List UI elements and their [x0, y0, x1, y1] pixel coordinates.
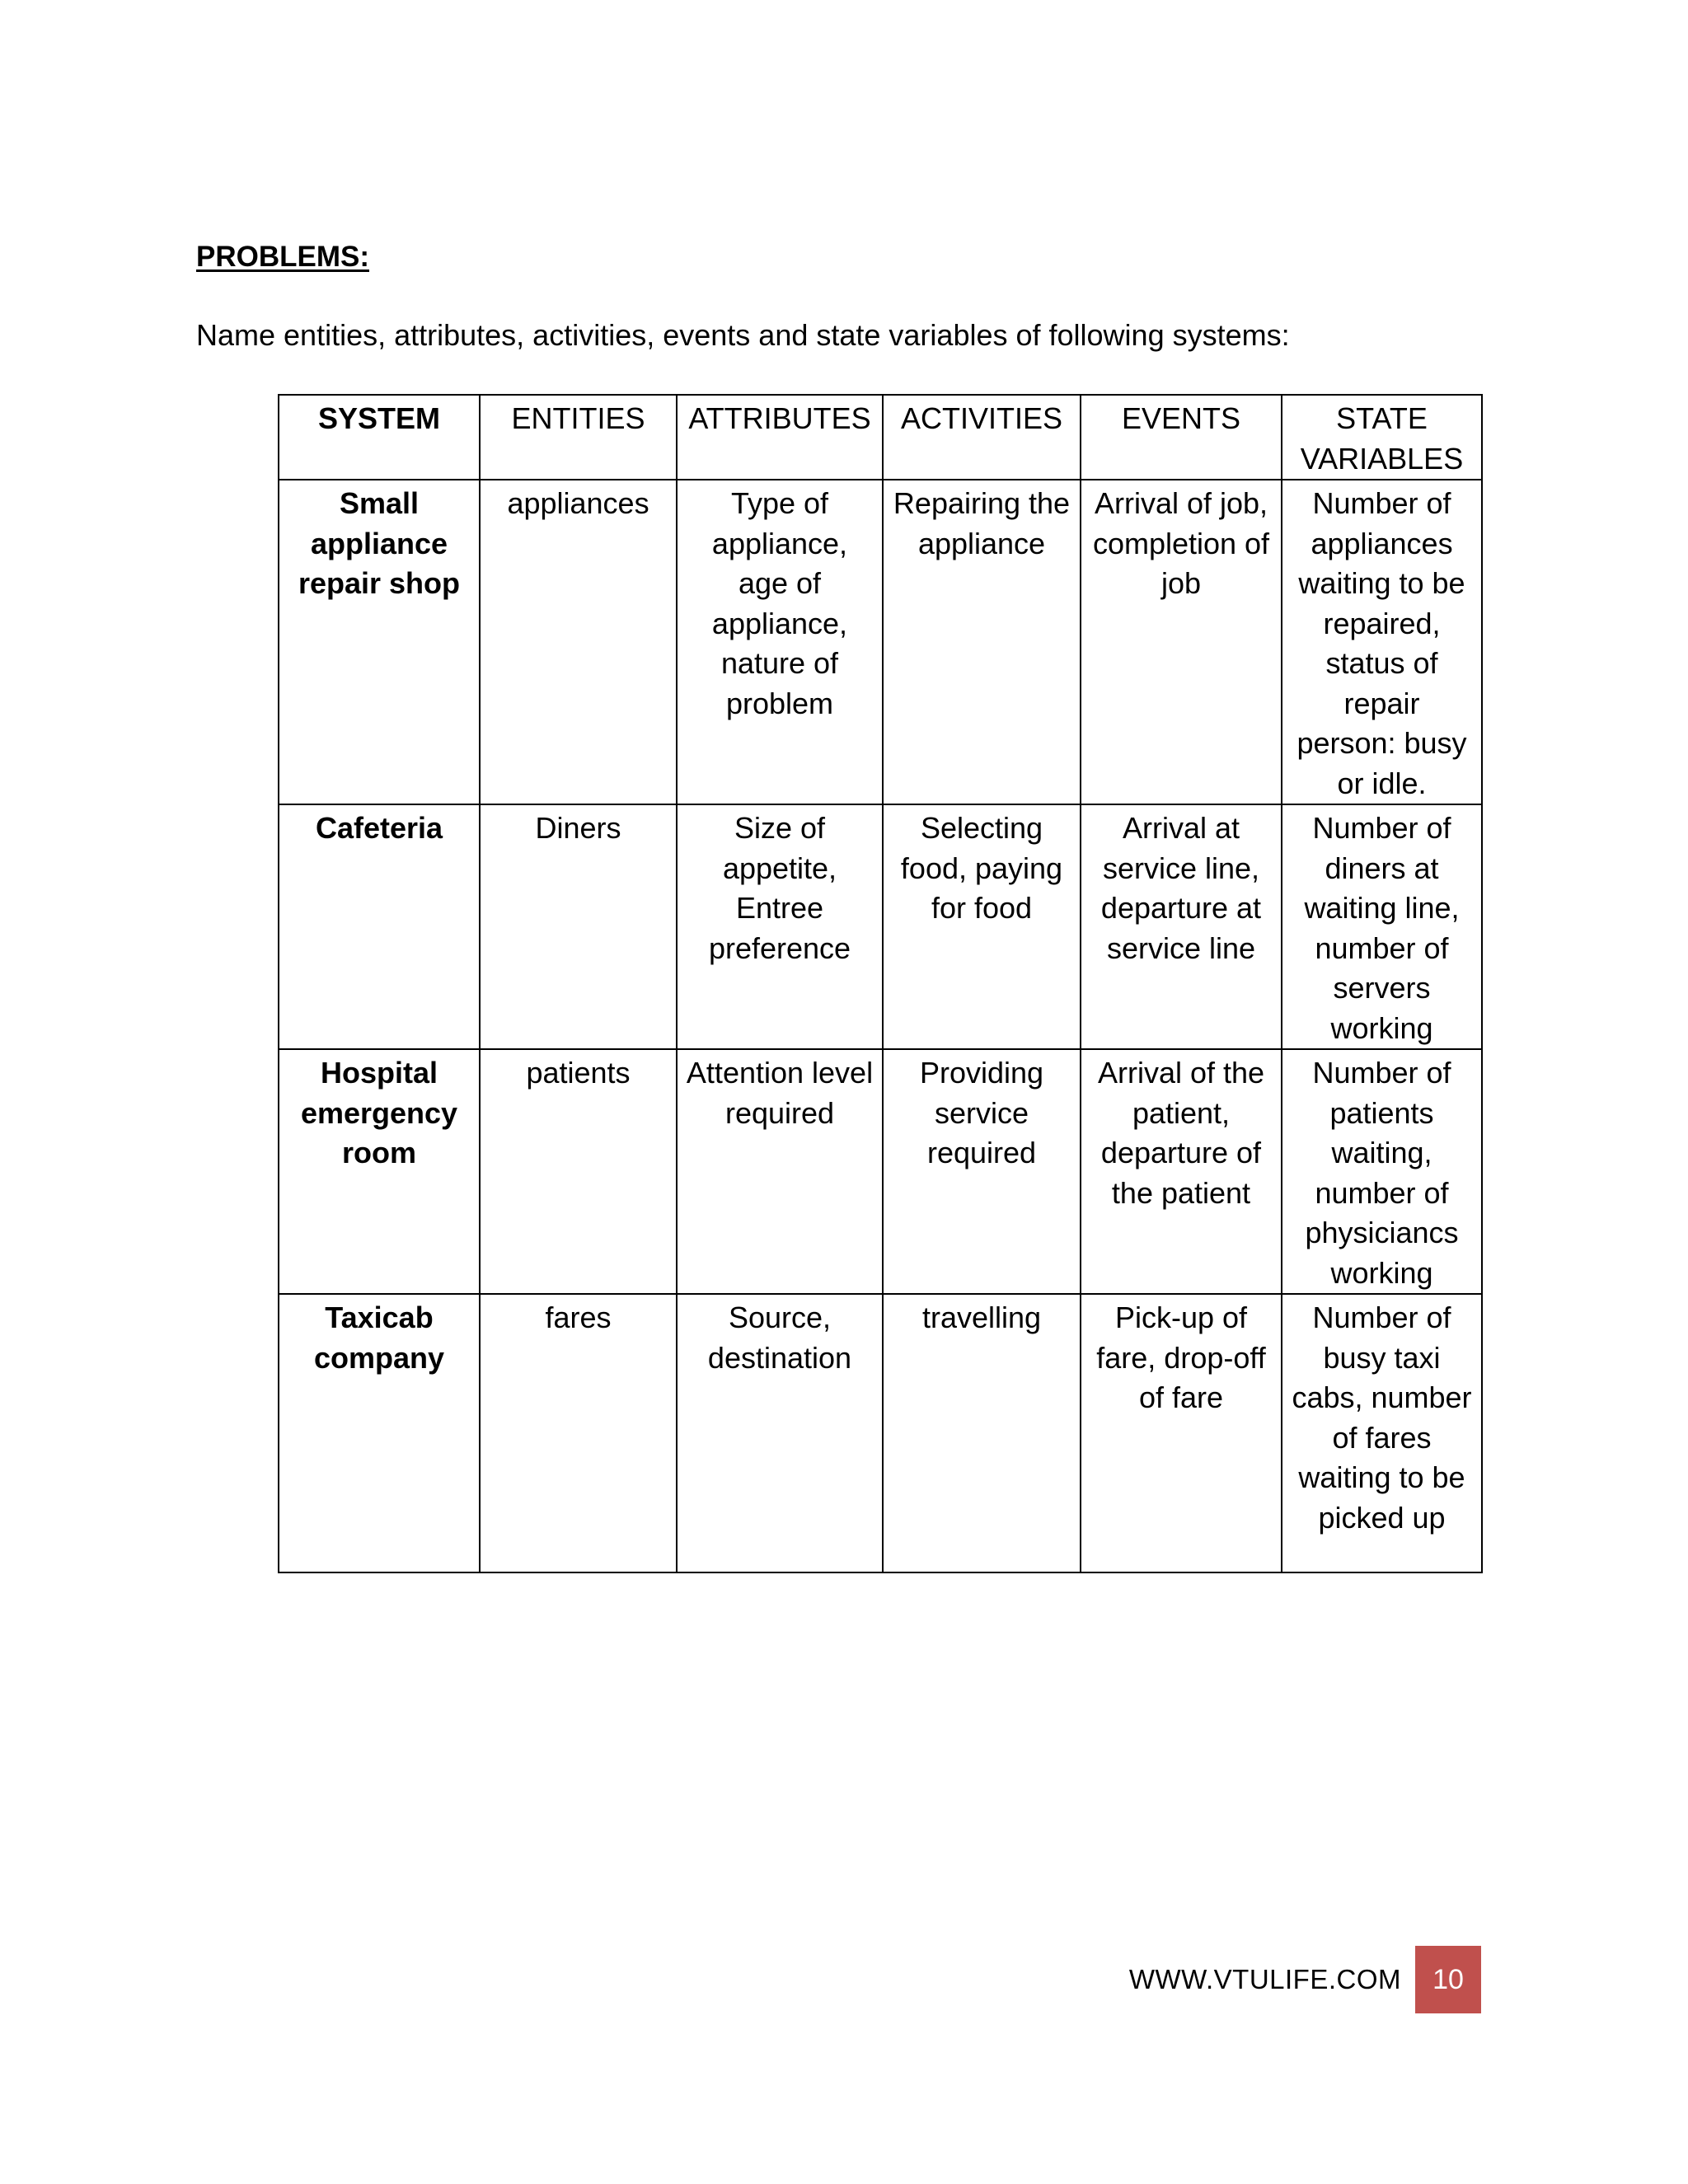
cell-entities: Diners	[480, 804, 677, 1049]
table-row	[279, 1294, 1482, 1572]
header-activities: ACTIVITIES	[883, 395, 1081, 480]
header-attributes: ATTRIBUTES	[677, 395, 883, 480]
cell-activities: Selecting food, paying for food	[883, 804, 1081, 1049]
page-number-badge: 10	[1415, 1946, 1481, 2013]
cell-system: Cafeteria	[279, 804, 480, 1049]
cell-entities: patients	[480, 1049, 677, 1294]
cell-attributes: Size of appetite, Entree preference	[677, 804, 883, 1049]
table-row	[279, 480, 1482, 804]
cell-entities: fares	[480, 1294, 677, 1572]
table-row	[279, 804, 1482, 1049]
cell-state-variables: Number of appliances waiting to be repaired, status of repair person: busy or idle.	[1282, 480, 1482, 804]
table-row	[279, 1049, 1482, 1294]
cell-system: Hospital emergency room	[279, 1049, 480, 1294]
cell-attributes: Attention level required	[677, 1049, 883, 1294]
cell-activities: travelling	[883, 1294, 1081, 1572]
cell-events: Arrival at service line, departure at service line	[1081, 804, 1282, 1049]
header-entities: ENTITIES	[480, 395, 677, 480]
cell-state-variables: Number of busy taxi cabs, number of fares waiting to be picked up	[1282, 1294, 1482, 1572]
header-system: SYSTEM	[279, 395, 480, 480]
systems-table	[278, 394, 1483, 1573]
cell-state-variables: Number of diners at waiting line, number of servers working	[1282, 804, 1482, 1049]
cell-state-variables: Number of patients waiting, number of physiciancs working	[1282, 1049, 1482, 1294]
cell-activities: Providing service required	[883, 1049, 1081, 1294]
cell-events: Pick-up of fare, drop-off of fare	[1081, 1294, 1282, 1572]
cell-system: Taxicab company	[279, 1294, 480, 1572]
table-header-row	[279, 395, 1482, 480]
cell-activities: Repairing the appliance	[883, 480, 1081, 804]
cell-attributes: Type of appliance, age of appliance, nature of problem	[677, 480, 883, 804]
intro-text: Name entities, attributes, activities, events and state variables of following systems:	[196, 318, 1290, 352]
header-events: EVENTS	[1081, 395, 1282, 480]
cell-attributes: Source, destination	[677, 1294, 883, 1572]
footer-website-link[interactable]: WWW.VTULIFE.COM	[1128, 1964, 1401, 1994]
cell-events: Arrival of the patient, departure of the patient	[1081, 1049, 1282, 1294]
cell-events: Arrival of job, completion of job	[1081, 480, 1282, 804]
page-heading: PROBLEMS:	[196, 241, 369, 273]
cell-entities: appliances	[480, 480, 677, 804]
header-state-variables: STATE VARIABLES	[1282, 395, 1482, 480]
cell-system: Small appliance repair shop	[279, 480, 480, 804]
